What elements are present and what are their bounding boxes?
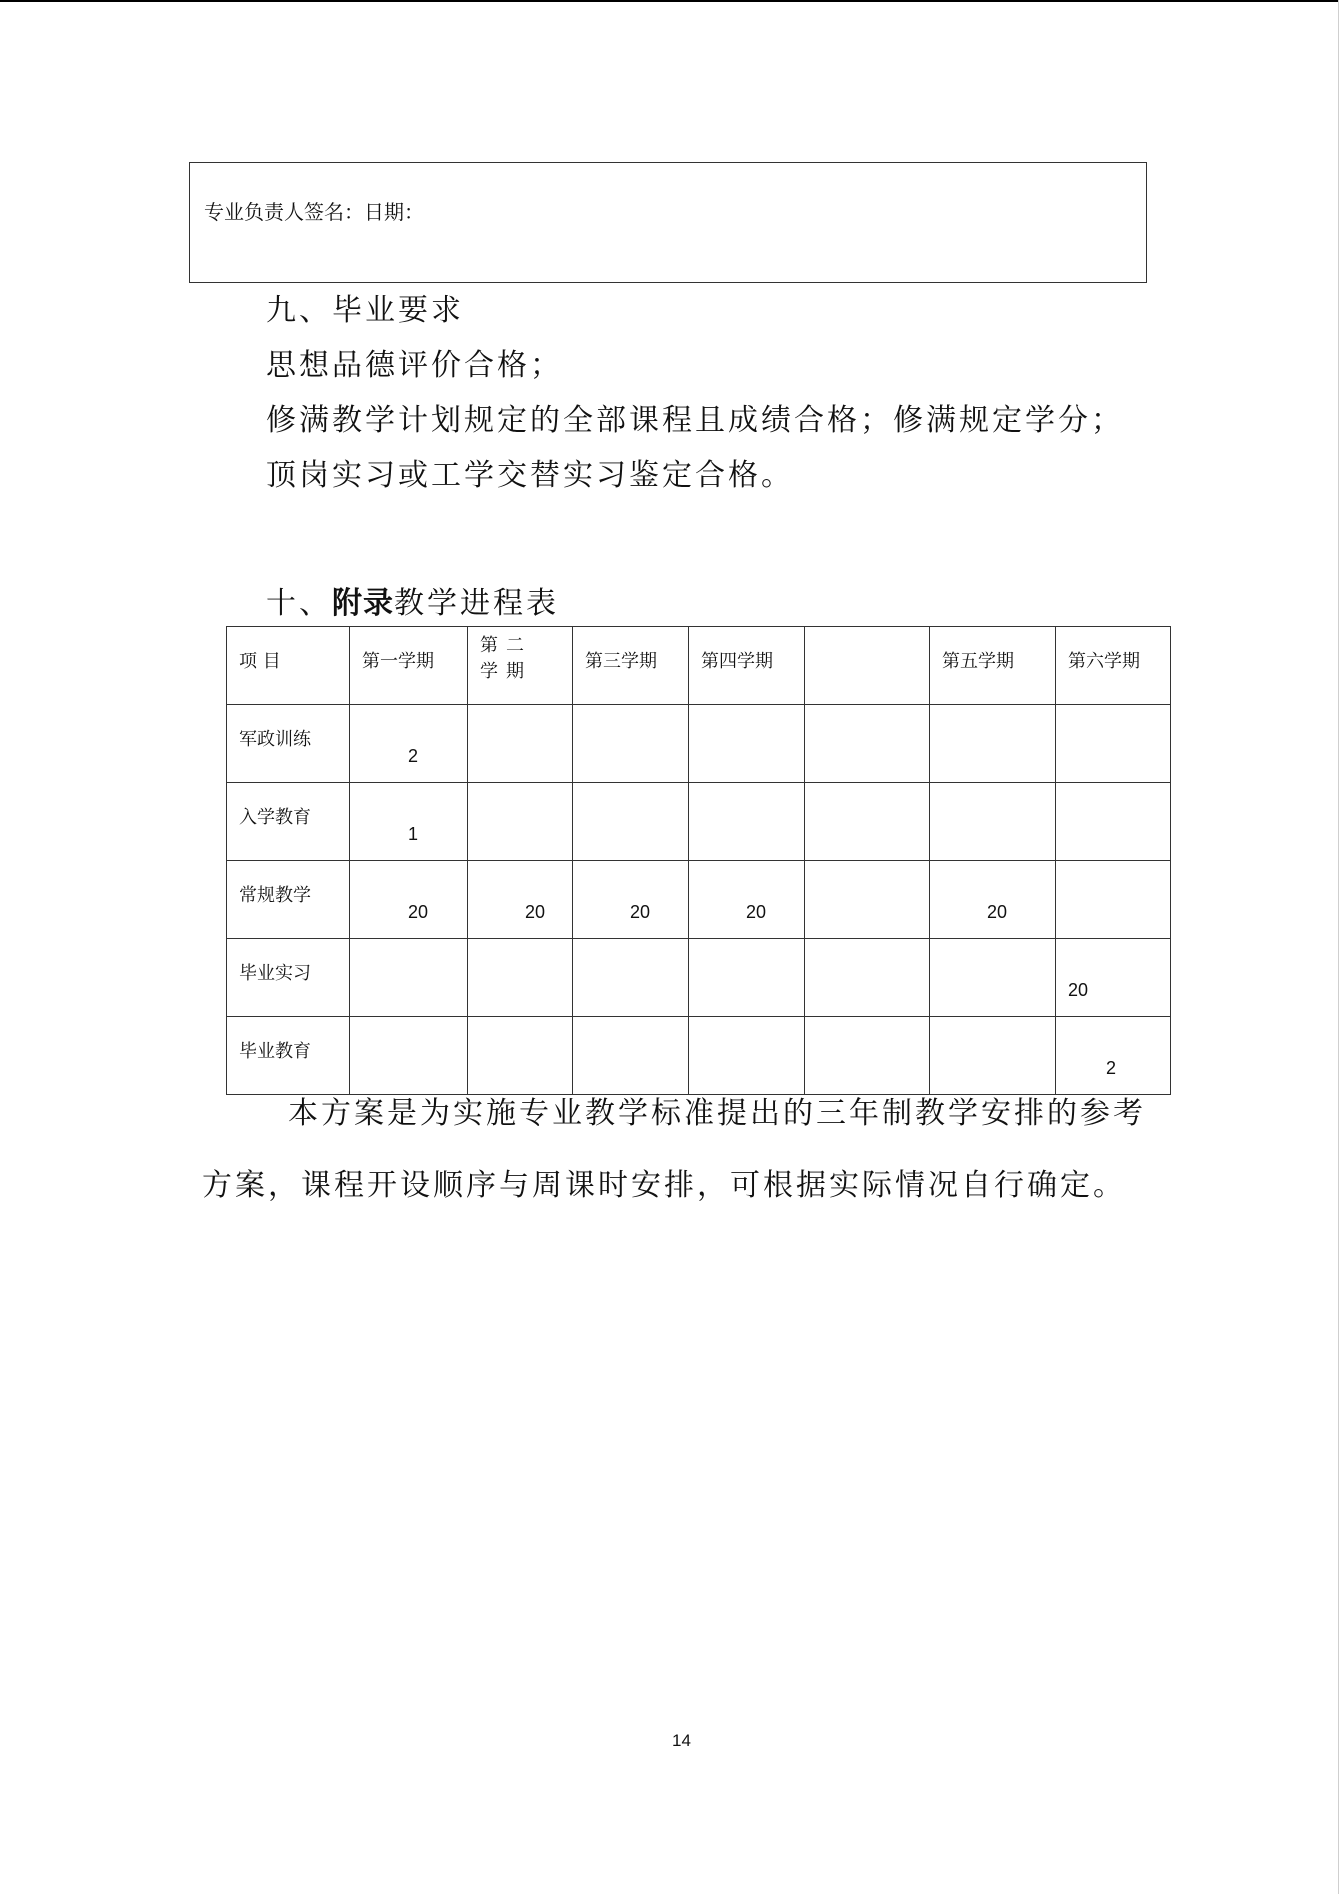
table-cell <box>573 861 689 939</box>
table-cell <box>1056 1017 1171 1095</box>
table-cell <box>468 705 573 783</box>
table-cell <box>689 783 805 861</box>
row-label-cell <box>227 1017 350 1095</box>
table-cell <box>689 1017 805 1095</box>
table-cell <box>468 861 573 939</box>
table-cell <box>1056 783 1171 861</box>
table-row <box>227 783 1171 861</box>
table-row <box>227 939 1171 1017</box>
table-cell <box>573 1017 689 1095</box>
table-cell <box>468 1017 573 1095</box>
header-cell <box>689 627 805 705</box>
cell-value: 20 <box>746 902 767 922</box>
cell-value: 20 <box>1068 980 1089 1000</box>
cell-value: 1 <box>408 824 419 844</box>
page-number: 14 <box>672 1731 691 1750</box>
header-term-6: 第六学期 <box>1068 651 1140 672</box>
row-label: 军政训练 <box>239 729 311 750</box>
requirement-line-1: 思想品德评价合格； <box>266 348 563 383</box>
top-border <box>0 0 1339 2</box>
row-label-cell <box>227 861 350 939</box>
header-term-1: 第一学期 <box>362 651 434 672</box>
header-cell <box>350 627 468 705</box>
table-cell <box>930 1017 1056 1095</box>
header-cell <box>930 627 1056 705</box>
table-cell <box>573 783 689 861</box>
row-label-cell <box>227 783 350 861</box>
table-cell <box>573 705 689 783</box>
section-10-heading <box>266 578 559 622</box>
header-cell <box>227 627 350 705</box>
table-cell <box>350 705 468 783</box>
requirement-line-3: 顶岗实习或工学交替实习鉴定合格。 <box>266 458 794 493</box>
header-cell <box>805 627 930 705</box>
signature-box <box>189 162 1147 283</box>
table-cell <box>930 861 1056 939</box>
header-item: 项 目 <box>239 651 281 672</box>
table-cell <box>805 861 930 939</box>
table-cell <box>1056 861 1171 939</box>
row-label-cell <box>227 705 350 783</box>
requirement-line-2: 修满教学计划规定的全部课程且成绩合格；修满规定学分； <box>266 403 1124 438</box>
signature-label: 专业负责人签名：日期： <box>204 200 424 224</box>
header-term-3: 第三学期 <box>585 651 657 672</box>
header-term-4: 第四学期 <box>701 651 773 672</box>
cell-value: 20 <box>408 902 429 922</box>
table-cell <box>1056 939 1171 1017</box>
table-cell <box>930 705 1056 783</box>
schedule-table <box>226 626 1171 1095</box>
closing-paragraph-line-2: 方案，课程开设顺序与周课时安排，可根据实际情况自行确定。 <box>202 1168 1126 1203</box>
header-cell <box>573 627 689 705</box>
section-10-bold: 附录 <box>332 586 394 621</box>
table-cell <box>930 939 1056 1017</box>
table-cell <box>930 783 1056 861</box>
row-label: 毕业实习 <box>239 963 311 984</box>
header-term-2: 第二学期 <box>480 635 532 682</box>
table-cell <box>805 783 930 861</box>
table-cell <box>350 861 468 939</box>
table-cell <box>689 861 805 939</box>
table-cell <box>689 939 805 1017</box>
section-10-prefix: 十、 <box>266 586 332 621</box>
closing-paragraph-line-1: 本方案是为实施专业教学标准提出的三年制教学安排的参考 <box>288 1096 1146 1131</box>
table-cell <box>468 783 573 861</box>
table-cell <box>805 939 930 1017</box>
table-row <box>227 705 1171 783</box>
section-10-suffix: 教学进程表 <box>394 586 559 621</box>
header-term-5: 第五学期 <box>942 651 1014 672</box>
header-cell <box>1056 627 1171 705</box>
cell-value: 20 <box>630 902 651 922</box>
cell-value: 2 <box>408 746 419 766</box>
row-label-cell <box>227 939 350 1017</box>
table-row <box>227 861 1171 939</box>
table-header-row <box>227 627 1171 705</box>
table-row <box>227 1017 1171 1095</box>
table-cell <box>573 939 689 1017</box>
table-cell <box>689 705 805 783</box>
row-label: 入学教育 <box>239 807 311 828</box>
table-cell <box>805 705 930 783</box>
header-cell <box>468 627 573 705</box>
table-cell <box>350 1017 468 1095</box>
cell-value: 20 <box>525 902 546 922</box>
row-label: 常规教学 <box>239 885 311 906</box>
table-cell <box>1056 705 1171 783</box>
table-cell <box>350 939 468 1017</box>
row-label: 毕业教育 <box>239 1041 311 1062</box>
table-cell <box>468 939 573 1017</box>
section-9-heading: 九、毕业要求 <box>266 293 464 328</box>
cell-value: 20 <box>987 902 1008 922</box>
table-cell <box>350 783 468 861</box>
table-cell <box>805 1017 930 1095</box>
cell-value: 2 <box>1106 1058 1117 1078</box>
